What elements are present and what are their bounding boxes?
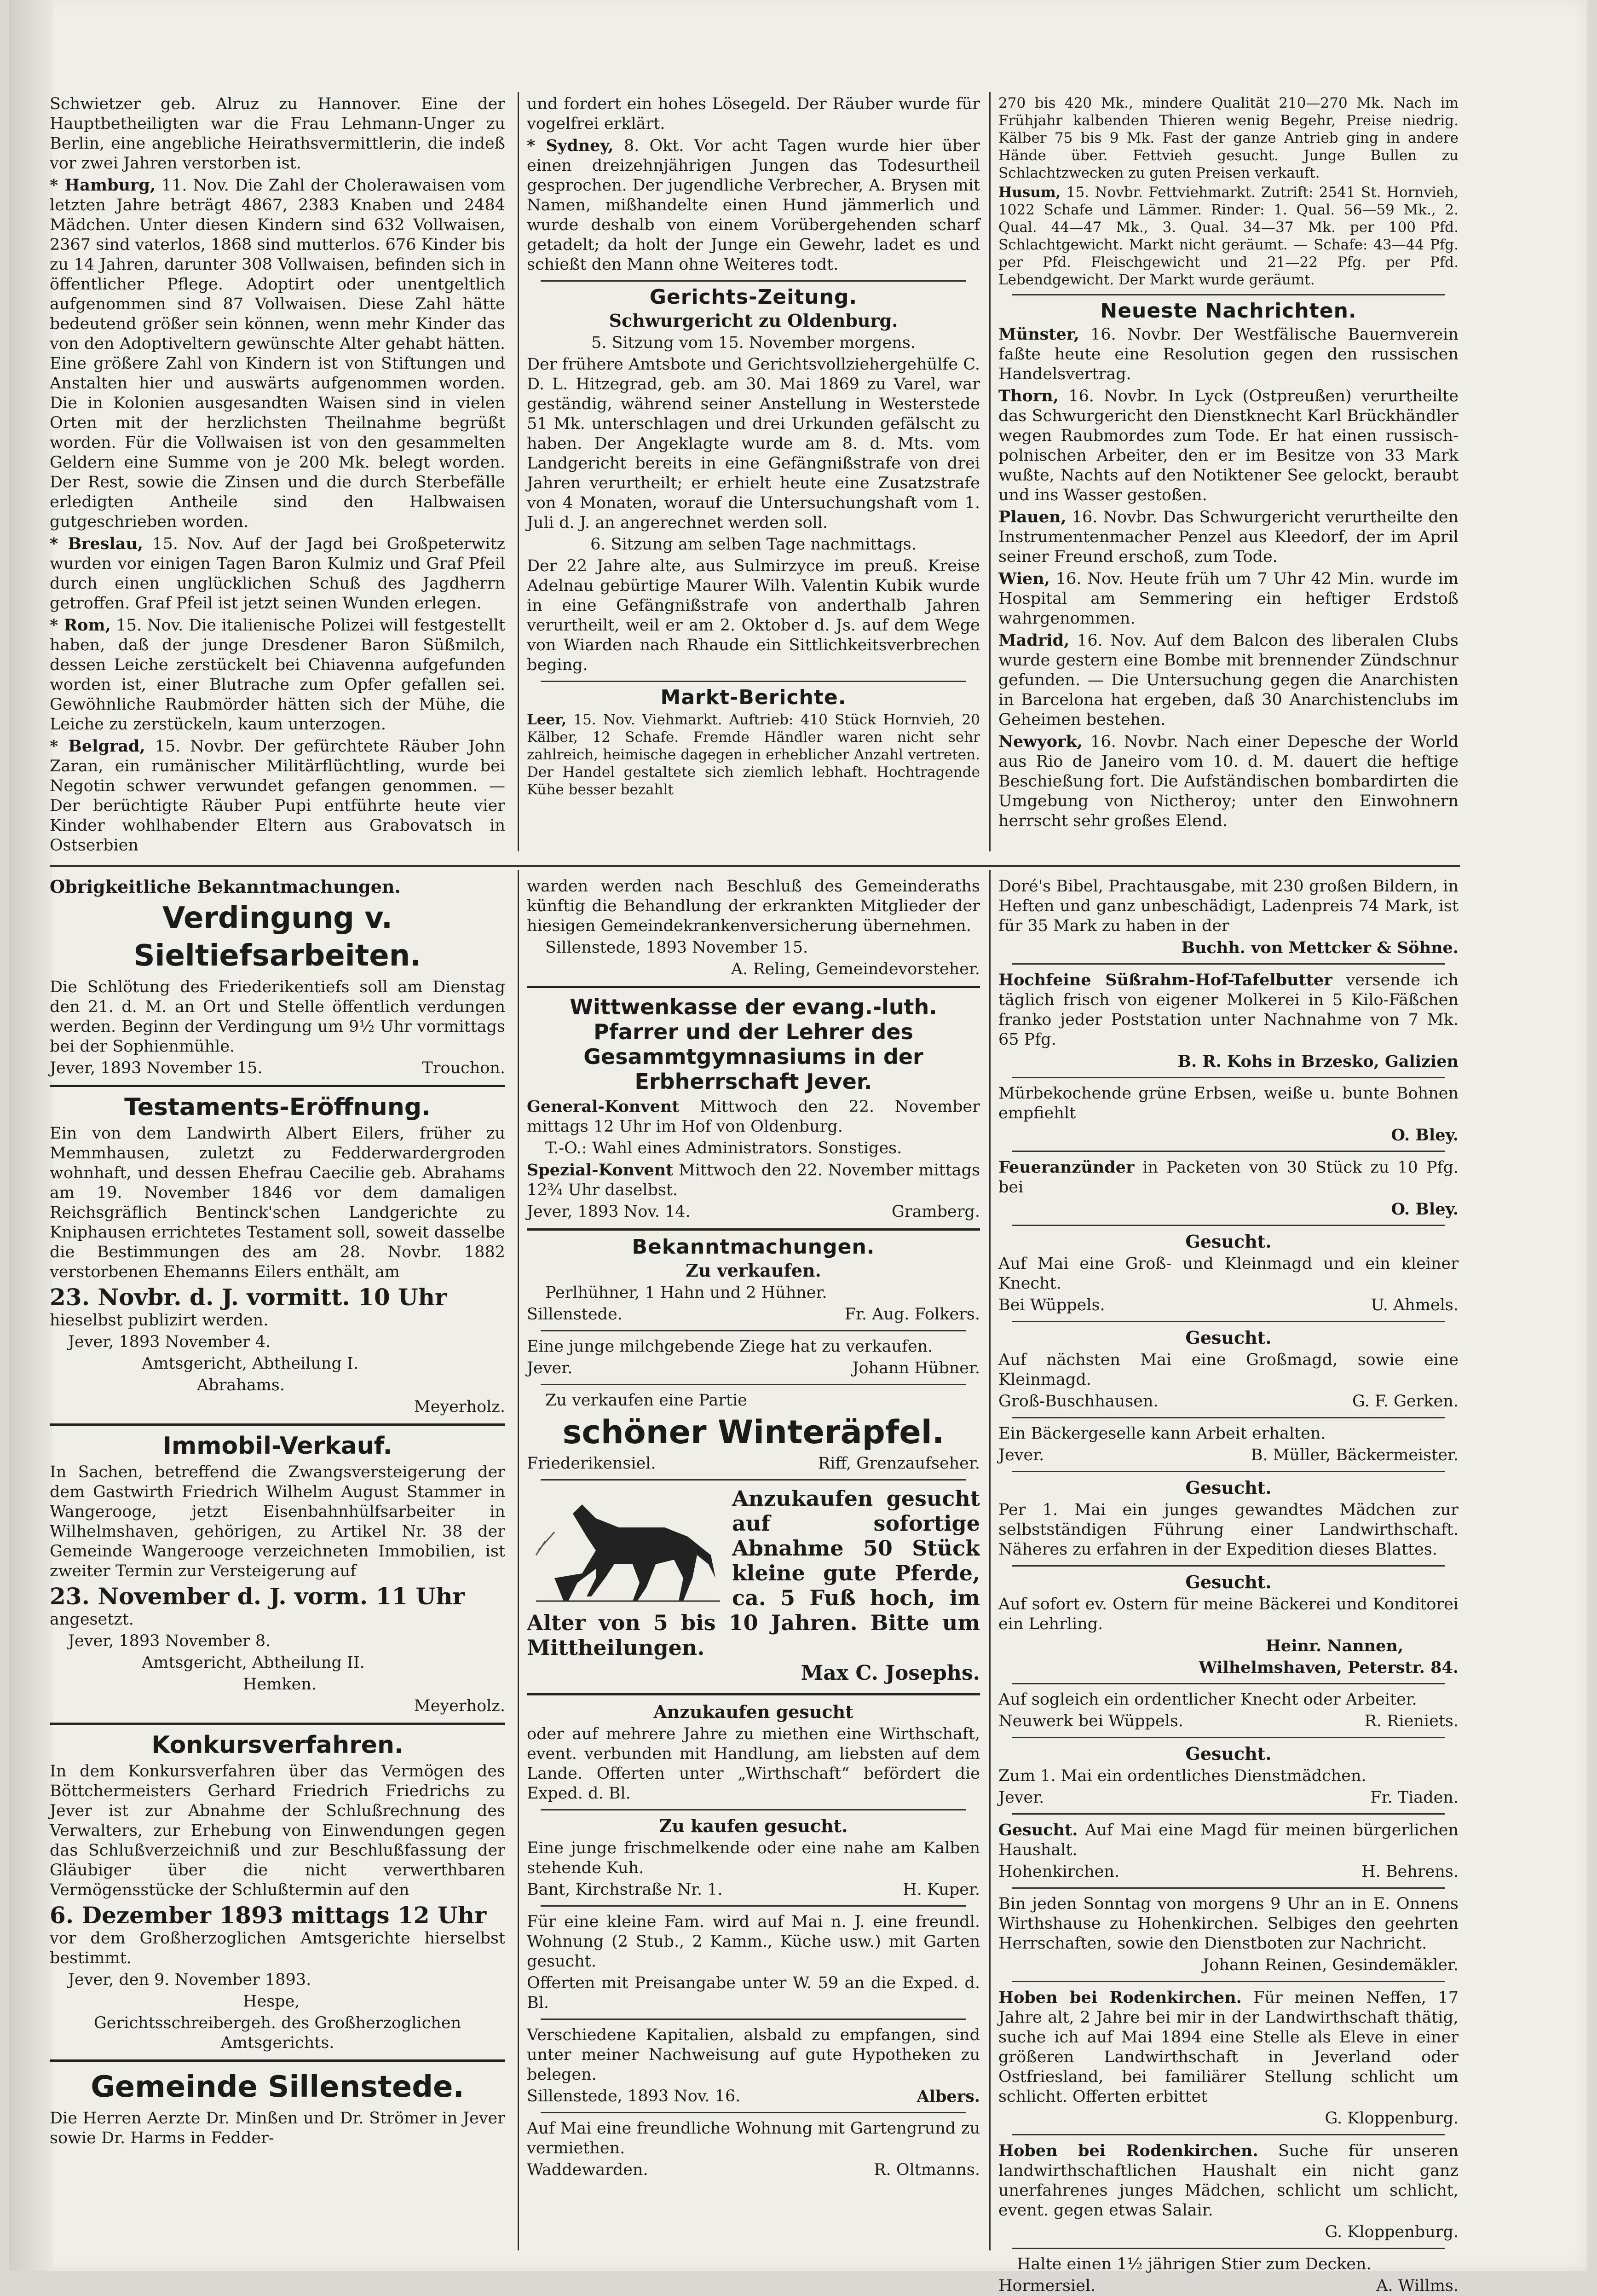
ad-signature: Heinr. Nannen, <box>1265 1637 1403 1655</box>
ad-signature: Fr. Aug. Folkers. <box>844 1305 980 1324</box>
market-report: 270 bis 420 Mk., mindere Qualität 210—270 Mk. Nach im Frühjahr kalbenden Thieren wenig Begehr, Preise niedrig. Kälber 75 bis 9 Mk. Fast der ganze Antrieb ging in andere Hände über. Fettvieh gesucht. Junge Bullen zu Schlachtzwecken zu guten Preisen verkauft. <box>998 95 1459 181</box>
for-sale-heading: Zu verkaufen. <box>686 1260 821 1281</box>
ad-signature: Riff, Grenzaufseher. <box>818 1454 980 1473</box>
official-notices-header: Obrigkeitliche Bekanntmachungen. <box>50 876 401 897</box>
divider <box>1012 1981 1445 1982</box>
ad-text: vor dem Großherzoglichen Amtsgerichte hierselbst bestimmt. <box>50 1929 505 1967</box>
ad-text: Ein von dem Landwirth Albert Eilers, früher zu Memmhausen, zuletzt zu Fedderwardergroden wohnhaft, und dessen Ehefrau Caecilie geb. Abrahams am 19. November 1846 vor dem damaligen Reichsgräflich Bentinck'schen Landgerichte zu Kniphausen errichtetes Testament soll, soweit dasselbe die Bestimmungen des am 28. Novbr. 1882 verstorbenen Ehemanns Eilers enthält, am <box>50 1124 505 1281</box>
divider <box>1012 1077 1445 1078</box>
ad-signature: Trouchon. <box>422 1059 505 1077</box>
news-item-wien: Wien, 16. Nov. Heute früh um 7 Uhr 42 Min. wurde im Hospital am Semmering ein heftiger Erdstoß wahrgenommen. <box>998 569 1459 628</box>
ad-text: Offerten mit Preisangabe unter W. 59 an die Exped. d. Bl. <box>527 1974 980 2012</box>
announcements-title: Bekanntmachungen. <box>632 1235 875 1259</box>
newspaper-page <box>9 0 1587 2295</box>
ad-signature: Meyerholz. <box>414 1697 505 1715</box>
column-divider <box>989 870 991 2250</box>
ad-text: Ein Bäckergeselle kann Arbeit erhalten. <box>998 1424 1326 1443</box>
ad-date: Jever, den 9. November 1893. <box>68 1971 311 1989</box>
news-item-hamburg: * Hamburg, 11. Nov. Die Zahl der Cholerawaisen vom letzten Jahre beträgt 4867, 2383 Knaben und 2484 Mädchen. Unter diesen Kindern sind 632 Vollwaisen, 2367 sind vaterlos, 1868 sind mutterlos. 676 Kinder bis zu 14 Jahren, darunter 308 Vollwaisen, befinden sich in öffentlicher Pflege. Adoptirt oder unentgeltlich aufgenommen sind 87 Vollwaisen. Diese Zahl hätte bedeutend größer sein können, wenn mehr Kinder das von den Adoptiveltern gewünschte Alter gehabt hätten. Eine größere Zahl von Kindern ist von Stiftungen und Anstalten hier und auswärts aufgenommen worden. Die in Kolonien ausgesandten Waisen sind in vielen Orten mit der herzlichsten Theilnahme begrüßt worden. Für die Vollwaisen ist von den gesammelten Geldern eine Summe von je 200 Mk. belegt worden. Der Rest, sowie die Zinsen und die durch Sterbefälle erledigten Antheile sind den Halbwaisen gutgeschrieben worden. <box>50 176 505 531</box>
column-divider <box>989 92 991 851</box>
divider <box>541 1384 966 1385</box>
news-column-2 <box>527 94 980 800</box>
divider <box>527 1693 980 1695</box>
wanted-title: Gesucht. <box>1185 1743 1272 1764</box>
divider <box>541 2112 966 2113</box>
ad-text: Die Herren Aerzte Dr. Minßen und Dr. Strömer in Jever sowie Dr. Harms in Fedder- <box>50 2109 505 2147</box>
ad-text: Gesucht. Auf Mai eine Magd für meinen bürgerlichen Haushalt. <box>998 1821 1459 1859</box>
news-item-madrid: Madrid, 16. Nov. Auf dem Balcon des liberalen Clubs wurde gestern eine Bombe mit brennender Zündschnur gefunden. — Die Untersuchung gegen die Anarchisten in Barcelona hat ergeben, daß 30 Anarchistenclubs im Geheimen bestehen. <box>998 631 1459 729</box>
ad-signature: R. Oltmanns. <box>874 2161 980 2179</box>
ad-text: Hochfeine Süßrahm-Hof-Tafelbutter versende ich täglich frisch von eigener Molkerei in 5 Kilo-Fäßchen franko jeder Poststation unter Nachnahme von 7 Mk. 65 Pfg. <box>998 971 1459 1049</box>
court-subtitle: Schwurgericht zu Oldenburg. <box>609 310 898 331</box>
ad-title: Wittwenkasse der evang.-luth. Pfarrer und der Lehrer des Gesammtgymnasiums in der Erbherrschaft Jever. <box>570 995 937 1094</box>
divider <box>50 1085 505 1087</box>
ad-date: Jever, 1893 Nov. 14. <box>527 1203 691 1221</box>
ad-text: Auf Mai eine Groß- und Kleinmagd und ein kleiner Knecht. <box>998 1255 1459 1293</box>
market-report-leer: Leer, 15. Nov. Viehmarkt. Auftrieb: 410 Stück Hornvieh, 20 Kälber, 12 Schafe. Fremde Händler waren nicht sehr zahlreich, heimische dagegen in erheblicher Anzahl vertreten. Der Handel gestaltete sich ziemlich lebhaft. Hochtragende Kühe besser bezahlt <box>527 711 980 798</box>
ad-title: Zu kaufen gesucht. <box>659 1816 848 1836</box>
divider <box>1012 1737 1445 1738</box>
divider <box>1012 1321 1445 1322</box>
ad-place: Friederikensiel. <box>527 1454 656 1473</box>
ad-title: Anzukaufen gesucht <box>653 1701 853 1722</box>
ad-signature: Gramberg. <box>891 1203 980 1221</box>
wanted-title: Gesucht. <box>1185 1327 1272 1348</box>
ad-text: Auf nächsten Mai eine Großmagd, sowie eine Kleinmagd. <box>998 1351 1459 1389</box>
ad-text: Zum 1. Mai ein ordentliches Dienstmädchen. <box>998 1767 1366 1785</box>
divider <box>1012 1683 1445 1684</box>
column-divider <box>518 92 519 851</box>
ad-text: In dem Konkursverfahren über das Vermögen des Böttchermeisters Gerhard Friedrich Friedrichs zu Jever ist zur Abnahme der Schlußrechnung des Verwalters, zur Erhebung von Einwendungen gegen das Schlußverzeichniß und zur Beschlußfassung der Gläubiger über die nicht verwerthbaren Vermögensstücke der Schlußtermin auf den <box>50 1762 505 1899</box>
news-column-1 <box>50 94 505 857</box>
ad-date: Jever, 1893 November 15. <box>50 1059 263 1077</box>
wanted-title: Gesucht. <box>1185 1477 1272 1498</box>
ad-signature: G. Kloppenburg. <box>1325 2109 1459 2128</box>
ad-date: Sillenstede, 1893 Nov. 16. <box>527 2087 741 2105</box>
divider <box>527 1228 980 1231</box>
ad-text: Auf sofort ev. Ostern für meine Bäckerei und Konditorei ein Lehrling. <box>998 1595 1459 1633</box>
ad-place: Jever. <box>527 1359 573 1377</box>
ad-signature: O. Bley. <box>1391 1126 1459 1145</box>
ad-place: Bant, Kirchstraße Nr. 1. <box>527 1880 723 1899</box>
ad-place: Waddewarden. <box>527 2161 648 2179</box>
ad-name: Hespe, <box>243 1992 300 2011</box>
news-item-sydney: * Sydney, 8. Okt. Vor acht Tagen wurde hier über einen dreizehnjährigen Jungen das Todesurtheil gesprochen. Der jugendliche Verbrecher, A. Brysen mit Namen, mißhandelte einen Hund jämmerlich und wurde deshalb von einem Vorübergehenden scharf getadelt; da holt der Junge ein Gewehr, ladet es und schießt den Mann ohne Weiteres todt. <box>527 136 980 274</box>
ad-signature: O. Bley. <box>1391 1200 1459 1219</box>
ad-place: Jever. <box>998 1788 1044 1807</box>
news-item-breslau: * Breslau, 15. Nov. Auf der Jagd bei Großpeterwitz wurden vor einigen Tagen Baron Kulmiz und Graf Pfeil durch einen unglücklichen Schuß des Jagdherrn getroffen. Graf Pfeil ist jetzt seinen Wunden erlegen. <box>50 534 506 613</box>
ad-title: Verdingung v. Sieltiefsarbeiten. <box>133 901 421 973</box>
ad-date-highlight: 23. November d. J. vorm. 11 Uhr <box>50 1583 465 1610</box>
news-item-belgrad: * Belgrad, 15. Novbr. Der gefürchtete Räuber John Zaran, ein rumänischer Militärflüchtling, wurde bei Negotin schwer verwundet gefangen genommen. — Der berüchtigte Räuber Pupi entführte heute vier Kinder wohlhabender Eltern aus Grabovatsch in Ostserbien <box>50 737 505 855</box>
ad-place: Hormersiel. <box>998 2277 1096 2295</box>
divider <box>1012 294 1445 295</box>
divider <box>50 1723 505 1725</box>
news-column-3 <box>998 94 1459 833</box>
divider <box>1012 1887 1445 1889</box>
ad-title: Immobil-Verkauf. <box>162 1432 392 1460</box>
ad-title: Konkursverfahren. <box>151 1731 404 1759</box>
ad-name: Hemken. <box>243 1675 317 1694</box>
ad-text: Hoben bei Rodenkirchen. Suche für unseren landwirthschaftlichen Haushalt ein nicht ganz unerfahrenes junges Mädchen, schlicht um schlicht, event. gegen etwas Salair. <box>998 2141 1459 2220</box>
divider <box>541 2018 966 2020</box>
ads-column-3 <box>998 877 1459 2296</box>
section-divider <box>50 865 1460 867</box>
ad-signature: B. Müller, Bäckermeister. <box>1251 1446 1459 1464</box>
ad-text: Bin jeden Sonntag von morgens 9 Uhr an in E. Onnens Wirthshause zu Hohenkirchen. Selbiges den geehrten Herrschaften, sowie den Dienstboten zur Nachricht. <box>998 1895 1459 1953</box>
court-section-title: Gerichts-Zeitung. <box>649 285 858 309</box>
ad-court: Amtsgericht, Abtheilung II. <box>142 1654 365 1672</box>
divider <box>1012 1471 1445 1472</box>
session-heading: 6. Sitzung am selben Tage nachmittags. <box>590 535 917 554</box>
court-report: Der frühere Amtsbote und Gerichtsvollziehergehülfe C. D. L. Hitzegrad, geb. am 30. Mai 1869 zu Varel, war geständig, während seiner Anstellung in Westerstede 51 Mk. unterschlagen und drei Urkunden gefälscht zu haben. Der Angeklagte wurde am 8. d. Mts. vom Landgericht bereits in eine Gefängnißstrafe von drei Jahren verurtheilt; er erhielt heute eine Zusatzstrafe von 4 Monaten, worauf die Untersuchungshaft vom 1. Juli d. J. an angerechnet werden soll. <box>527 355 980 532</box>
ad-text: Spezial-Konvent Mittwoch den 22. November mittags 12¾ Uhr daselbst. <box>527 1161 980 1199</box>
ad-text: Zu verkaufen eine Partie <box>545 1391 747 1410</box>
market-section-title: Markt-Berichte. <box>660 686 847 709</box>
ad-signature: G. F. Gerken. <box>1352 1392 1459 1411</box>
ad-text: T.-O.: Wahl eines Administrators. Sonstiges. <box>545 1139 902 1157</box>
ad-text: Die Schlötung des Friederikentiefs soll am Dienstag den 21. d. M. an Ort und Stelle öffentlich verdungen werden. Beginn der Verdingung um 9½ Uhr vormittags bei der Sophienmühle. <box>50 978 505 1056</box>
divider <box>541 280 966 282</box>
divider <box>50 1423 505 1426</box>
ad-name: Abrahams. <box>197 1376 285 1394</box>
ad-place: Bei Wüppels. <box>998 1296 1105 1314</box>
court-report: Der 22 Jahre alte, aus Sulmirzyce im preuß. Kreise Adelnau gebürtige Maurer Wilh. Valentin Kubik wurde in eine Gefängnißstrafe von anderthalb Jahren verurtheilt, weil er am 2. Oktober d. Js. auf dem Wege von Wiarden nach Rhaude ein Sittlichkeitsverbrechen beging. <box>527 557 980 674</box>
ad-text: Auf Mai eine freundliche Wohnung mit Gartengrund zu vermiethen. <box>527 2119 980 2157</box>
horse-ad <box>527 1486 980 1660</box>
ad-date: Sillenstede, 1893 November 15. <box>545 938 808 957</box>
divider <box>1012 1417 1445 1418</box>
ad-signature: Johann Hübner. <box>852 1359 980 1377</box>
ad-signature: A. Reling, Gemeindevorsteher. <box>731 960 980 978</box>
divider <box>541 681 966 682</box>
divider <box>1012 1565 1445 1567</box>
wanted-title: Gesucht. <box>1185 1231 1272 1252</box>
ad-text: Eine junge frischmelkende oder eine nahe am Kalben stehende Kuh. <box>527 1839 980 1877</box>
news-item-plauen: Plauen, 16. Novbr. Das Schwurgericht verurtheilte den Instrumentenmacher Penzel aus Kleedorf, der im April seiner Freund erschoß, zum Tode. <box>998 508 1459 566</box>
wanted-title: Gesucht. <box>1185 1572 1272 1592</box>
ad-signature: Wilhelmshaven, Peterstr. 84. <box>1199 1658 1459 1677</box>
ad-place: Groß-Buschhausen. <box>998 1392 1159 1411</box>
ad-text: Hoben bei Rodenkirchen. Für meinen Neffen, 17 Jahre alt, 2 Jahre bei mir in der Landwirthschaft thätig, suche ich auf Mai 1894 eine Stelle als Eleve in einer größeren Landwirthschaft in Jeverland oder Ostfriesland, bei familiärer Stellung schlicht um schlicht. Offerten erbittet <box>998 1988 1459 2106</box>
ad-signature: G. Kloppenburg. <box>1325 2223 1459 2241</box>
ad-title: Gemeinde Sillenstede. <box>91 2070 464 2104</box>
ad-signature: B. R. Kohs in Brzesko, Galizien <box>1177 1052 1459 1071</box>
ad-signature: Johann Reinen, Gesindemäkler. <box>1203 1956 1459 1974</box>
ad-date: Jever, 1893 November 4. <box>68 1333 271 1351</box>
ad-place: Sillenstede. <box>527 1305 623 1324</box>
ad-signature: Albers. <box>917 2087 980 2106</box>
divider <box>1012 1225 1445 1226</box>
horse-icon <box>527 1486 725 1606</box>
ad-place: Hohenkirchen. <box>998 1862 1120 1881</box>
ad-signature: H. Behrens. <box>1361 1862 1459 1881</box>
ad-signature: R. Rieniets. <box>1364 1712 1459 1730</box>
ad-signature: Fr. Tiaden. <box>1370 1788 1459 1807</box>
ad-text: Verschiedene Kapitalien, alsbald zu empfangen, sind unter meiner Nachweisung auf gute Hypotheken zu belegen. <box>527 2026 980 2084</box>
ad-text: Per 1. Mai ein junges gewandtes Mädchen zur selbstständigen Führung einer Landwirthschaft. Näheres zu erfahren in der Expedition dieses Blattes. <box>998 1501 1459 1559</box>
ad-date-highlight: 6. Dezember 1893 mittags 12 Uhr <box>50 1902 487 1929</box>
news-item-muenster: Münster, 16. Novbr. Der Westfälische Bauernverein faßte heute eine Resolution gegen den russischen Handelsvertrag. <box>998 325 1459 383</box>
divider <box>1012 2248 1445 2249</box>
divider <box>541 1905 966 1907</box>
ad-text: Perlhühner, 1 Hahn und 2 Hühner. <box>545 1284 827 1302</box>
ad-title: schöner Winteräpfel. <box>562 1413 945 1451</box>
news-item-thorn: Thorn, 16. Novbr. In Lyck (Ostpreußen) verurtheilte das Schwurgericht den Dienstknecht Karl Brückhändler wegen Raubmordes zum Tode. Er hat einen russisch-polnischen Arbeiter, den er im Besitze von 33 Mark wußte, Nachts auf den Notiktener See gelockt, beraubt und ins Wasser gestoßen. <box>998 387 1459 504</box>
divider <box>541 1330 966 1331</box>
ad-title: Testaments-Eröffnung. <box>124 1093 431 1121</box>
ad-signature: Meyerholz. <box>414 1398 505 1416</box>
news-text: Schwietzer geb. Alruz zu Hannover. Eine der Hauptbetheiligten war die Frau Lehmann-Unger zu Berlin, eine angebliche Heirathsvermittlerin, die indeß vor zwei Jahren verstorben ist. <box>50 95 505 173</box>
divider <box>1012 1813 1445 1815</box>
ad-text: hieselbst publizirt werden. <box>50 1311 269 1330</box>
ad-text: In Sachen, betreffend die Zwangsversteigerung der dem Gastwirth Friedrich Wilhelm August Stammer in Wangerooge, jetzt Eisenbahnhülfsarbeiter in Wilhelmshaven, gehörigen, zu Artikel Nr. 38 der Gemeinde Wangerooge verzeichneten Immobilien, ist zweiter Termin zur Versteigerung auf <box>50 1463 505 1580</box>
ad-text: Eine junge milchgebende Ziege hat zu verkaufen. <box>527 1337 933 1356</box>
ad-signature: A. Willms. <box>1376 2277 1459 2295</box>
ad-text: Halte einen 1½ jährigen Stier zum Decken. <box>1017 2255 1372 2273</box>
ad-date: Jever, 1893 November 8. <box>68 1632 271 1650</box>
news-text: und fordert ein hohes Lösegeld. Der Räuber wurde für vogelfrei erklärt. <box>527 95 980 133</box>
divider <box>527 986 980 988</box>
divider <box>50 2059 505 2062</box>
session-heading: 5. Sitzung vom 15. November morgens. <box>591 334 916 352</box>
ad-place: Jever. <box>998 1446 1044 1464</box>
ad-text: Feueranzünder in Packeten von 30 Stück zu 10 Pfg. bei <box>998 1158 1459 1197</box>
ad-text: Doré's Bibel, Prachtausgabe, mit 230 großen Bildern, in Heften und ganz unbeschädigt, Ladenpreis 74 Mark, ist für 35 Mark zu haben in der <box>998 877 1459 935</box>
latest-news-title: Neueste Nachrichten. <box>1100 299 1357 323</box>
ad-text: warden werden nach Beschluß des Gemeinderaths künftig die Behandlung der erkrankten Mitglieder der hiesigen Gemeindekrankenversicherung übernehmen. <box>527 877 980 935</box>
ad-text: General-Konvent Mittwoch den 22. November mittags 12 Uhr im Hof von Oldenburg. <box>527 1097 980 1136</box>
ad-text: Auf sogleich ein ordentlicher Knecht oder Arbeiter. <box>998 1690 1417 1709</box>
ad-text: Für eine kleine Fam. wird auf Mai n. J. eine freundl. Wohnung (2 Stub., 2 Kamm., Küche usw.) mit Garten gesucht. <box>527 1913 980 1971</box>
divider <box>541 1479 966 1481</box>
column-divider <box>518 870 519 2250</box>
ad-text: Mürbekochende grüne Erbsen, weiße u. bunte Bohnen empfiehlt <box>998 1084 1459 1122</box>
ads-column-1 <box>50 877 505 2150</box>
divider <box>541 1809 966 1810</box>
ad-text: oder auf mehrere Jahre zu miethen eine Wirthschaft, event. verbunden mit Handlung, am liebsten auf dem Lande. Offerten unter „Wirthschaft“ befördert die Exped. d. Bl. <box>527 1725 980 1803</box>
page-spine <box>9 0 53 2271</box>
ad-court: Amtsgericht, Abtheilung I. <box>142 1354 358 1373</box>
news-item-rom: * Rom, 15. Nov. Die italienische Polizei will festgestellt haben, daß der junge Dresdener Baron Süßmilch, dessen Leiche zerstückelt bei Chiavenna aufgefunden worden ist, einer Blutrache zum Opfer gefallen sei. Gewöhnliche Raubmörder hätten sich der Mühe, die Leiche zu zerstückeln, kaum unterzogen. <box>50 616 505 734</box>
ad-court: Gerichtsschreibergeh. des Großherzoglichen Amtsgerichts. <box>93 2014 461 2052</box>
ad-signature: Buchh. von Mettcker & Söhne. <box>1181 938 1459 957</box>
ad-text: angesetzt. <box>50 1610 134 1629</box>
divider <box>1012 2134 1445 2135</box>
ads-column-2 <box>527 877 980 2180</box>
ad-signature: Max C. Josephs. <box>801 1661 980 1685</box>
ad-signature: U. Ahmels. <box>1371 1296 1459 1314</box>
ad-date-highlight: 23. Novbr. d. J. vormitt. 10 Uhr <box>50 1284 447 1311</box>
divider <box>1012 963 1445 965</box>
ad-place: Neuwerk bei Wüppels. <box>998 1712 1183 1730</box>
news-item-newyork: Newyork, 16. Novbr. Nach einer Depesche der World aus Rio de Janeiro vom 10. d. M. dauert die heftige Beschießung fort. Die Aufständischen bombardirten die Umgebung von Nictheroy; unter den Einwohnern herrscht sehr großes Elend. <box>998 732 1459 830</box>
market-report-husum: Husum, 15. Novbr. Fettviehmarkt. Zutrift: 2541 St. Hornvieh, 1022 Schafe und Lämmer. Rinder: 1. Qual. 56—59 Mk., 2. Qual. 44—47 Mk., 3. Qual. 34—37 Mk. per 100 Pfd. Schlachtgewicht. Markt nicht geräumt. — Schafe: 43—44 Pfg. per Pfd. Fleischgewicht und 21—22 Pfg. per Pfd. Lebendgewicht. Der Markt wurde geräumt. <box>998 184 1459 288</box>
ad-signature: H. Kuper. <box>903 1880 980 1899</box>
ad-text: Anzukaufen gesucht auf sofortige Abnahme 50 Stück kleine gute Pferde, ca. 5 Fuß hoch, im Alter von 5 bis 10 Jahren. Bitte um Mittheilungen. <box>527 1486 980 1660</box>
divider <box>1012 1151 1445 1152</box>
